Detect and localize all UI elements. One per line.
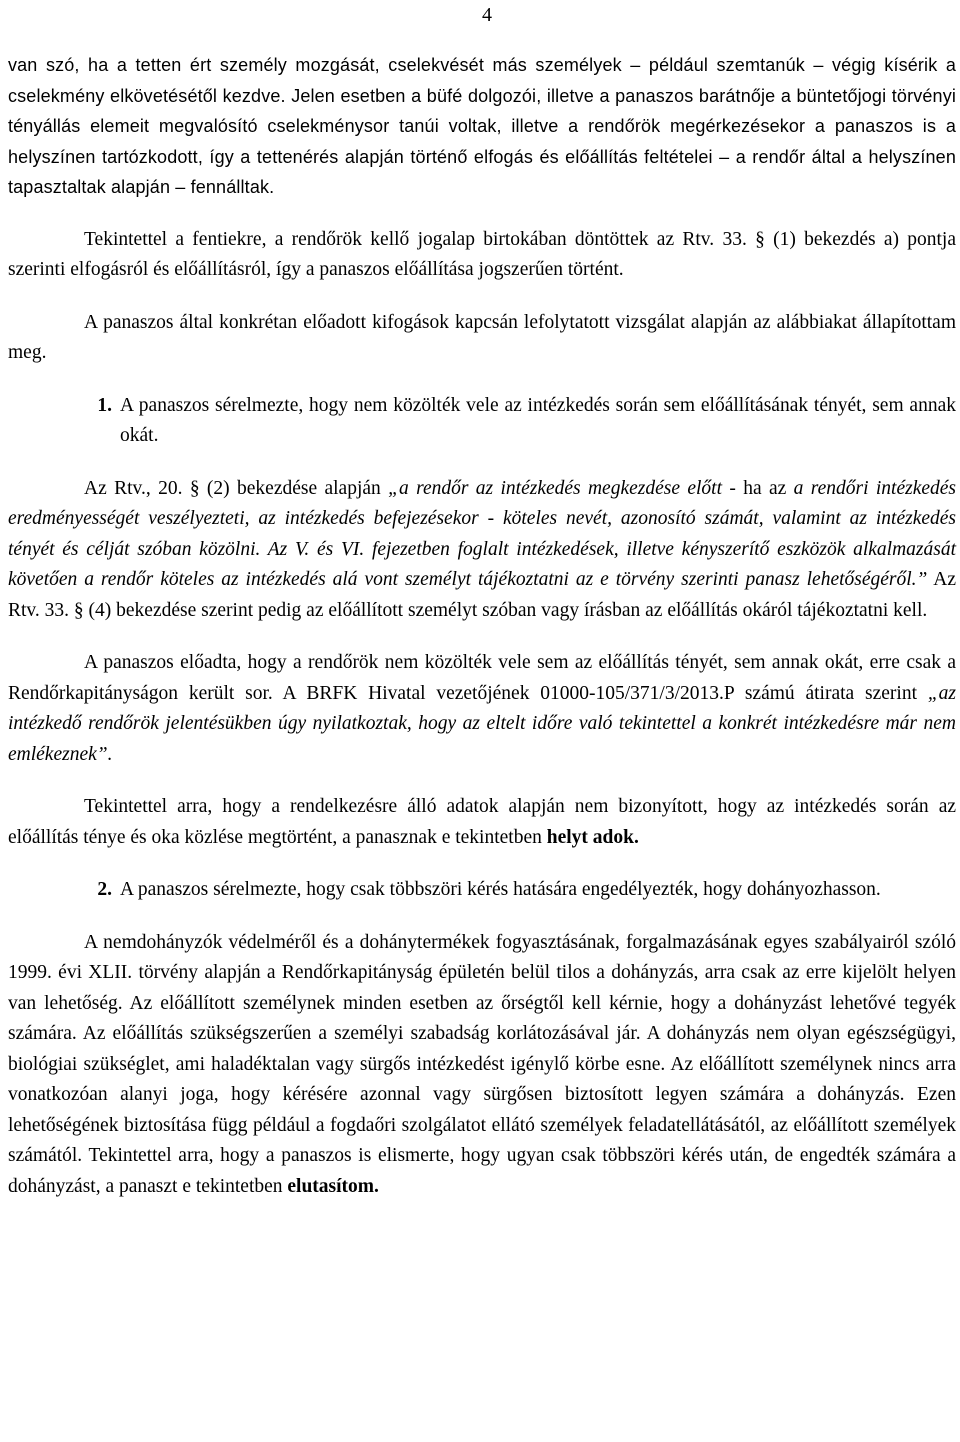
quoted-law-text: a rendőri intézkedés eredményességét veszélyezteti, az intézkedés befejezésekor - köteles nevét, azonosító számát, valamint az intézkedés tényét és célját szóban közölni. Az V. és VI. fejezetben foglalt intézkedések, illetve kényszerítő eszközök alkalmazását követően a rendőr köteles az intézkedés alá vont személyt tájékoztatni az e törvény szerinti panasz lehetőségéről.” — [8, 477, 957, 590]
decision-text: helyt adok. — [546, 826, 639, 848]
text-run: - ha az — [722, 477, 794, 499]
paragraph-text: A panaszos által konkrétan előadott kifogások kapcsán lefolytatott vizsgálat alapján az alábbiakat állapítottam meg. — [8, 311, 956, 363]
paragraph-complainant-statement — [8, 648, 956, 770]
text-run: Tekintettel arra, hogy a rendelkezésre álló adatok alapján nem bizonyított, hogy az intézkedés során az előállítás ténye és oka közlése megtörtént, a panasznak e tekintetben — [8, 796, 956, 848]
paragraph-continuation — [8, 50, 956, 203]
paragraph-text: van szó, ha a tetten ért személy mozgását, cselekvését más személyek – például szemtanúk – végig kísérik a cselekmény elkövetésétől kezdve. Jelen esetben a büfé dolgozói, illetve a panaszos barátnője a büntetőjogi törvényi tényállás elemeit megvalósító cselekménysor tanúi voltak, illetve a rendőrök megérkezésekor a panaszos is a helyszínen tartózkodott, így a tettenérés alapján történő elfogás és előállítás feltételei – a rendőr által a helyszínen tapasztaltak alapján – fennálltak. — [8, 55, 956, 197]
text-run: A nemdohányzók védelméről és a dohánytermékek fogyasztásának, forgalmazásának egyes szabályairól szóló 1999. évi XLII. törvény alapján a Rendőrkapitányság épületén belül tilos a dohányzás, arra csak az erre kijelölt helyen van lehetőség. Az előállított személynek minden esetben az őrségtől kell kérnie, hogy a dohányzást lehetővé tegyék számára. Az előállítás szükségszerűen a személyi szabadság korlátozásával jár. A dohányzás nem olyan egészségügyi, biológiai szükséglet, ami haladéktalan vagy sürgős intézkedést igénylő körbe esne. Az előállított személynek nincs arra vonatkozóan alanyi joga, hogy kérésére azonnal vagy sürgősen biztosított legyen számára a dohányzás. Ezen lehetőségének biztosítása függ például a fogdaőri szolgálatot ellátó személyek feladatellátásától, az előállított személyek számától. Tekintettel arra, hogy a panaszos is elismerte, hogy ugyan csak többszöri kérés után, de engedték számára a dohányzást, a panaszt e tekintetben — [8, 931, 956, 1197]
paragraph-legal-citation — [8, 474, 956, 627]
document-body — [8, 50, 956, 1202]
item-number: 1. — [97, 394, 112, 416]
complaint-item-2 — [8, 875, 956, 906]
quoted-law-text: „a rendőr az intézkedés megkezdése előtt — [388, 477, 723, 499]
quoted-report-text: „az intézkedő rendőrök jelentésükben úgy nyilatkoztak, hogy az eltelt időre való tekintettel a konkrét intézkedésre már nem emlékeznek”. — [8, 682, 956, 765]
item-number: 2. — [97, 879, 112, 900]
paragraph-findings-intro — [8, 308, 956, 369]
decision-text: elutasítom. — [287, 1175, 379, 1197]
paragraph-decision-2 — [8, 928, 956, 1203]
page-number: 4 — [482, 4, 492, 26]
paragraph-decision-1 — [8, 792, 956, 853]
text-run: A panaszos előadta, hogy a rendőrök nem közölték vele sem az előállítás tényét, sem annak okát, erre csak a Rendőrkapitányságon került sor. A BRFK Hivatal vezetőjének 01000-105/371/3/2013.P számú átirata szerint — [8, 652, 956, 704]
text-run: Az Rtv., 20. § (2) bekezdése alapján — [84, 477, 389, 499]
complaint-item-1 — [8, 391, 956, 452]
paragraph-legal-basis-conclusion — [8, 225, 956, 286]
text-run: Az Rtv. 33. § (4) bekezdése szerint pedig az előállított személyt szóban vagy írásban az előállítás okáról tájékoztatni kell. — [8, 569, 956, 621]
item-text: A panaszos sérelmezte, hogy nem közölték vele az intézkedés során sem előállításának tényét, sem annak okát. — [120, 394, 956, 446]
item-text: A panaszos sérelmezte, hogy csak többszöri kérés hatására engedélyezték, hogy dohányozhasson. — [120, 879, 881, 900]
paragraph-text: Tekintettel a fentiekre, a rendőrök kellő jogalap birtokában döntöttek az Rtv. 33. § (1) bekezdés a) pontja szerinti elfogásról és előállításról, így a panaszos előállítása jogszerűen történt. — [8, 228, 956, 280]
